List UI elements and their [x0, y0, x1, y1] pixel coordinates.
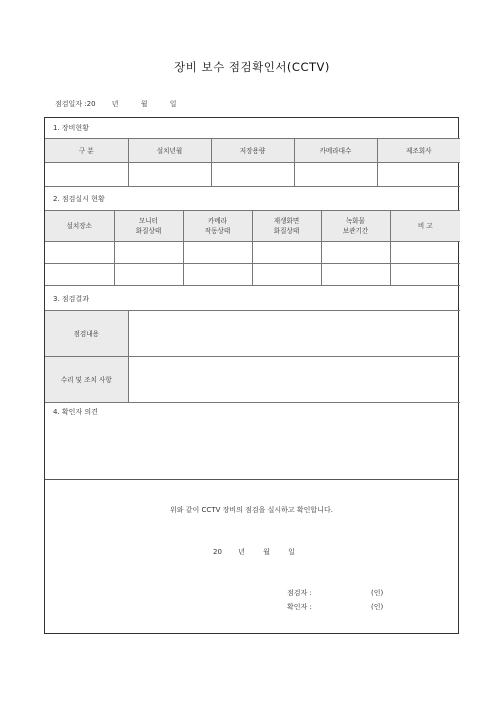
date-year-prefix[interactable]: 20 [86, 100, 96, 108]
equipment-table [45, 138, 460, 187]
inspector-seal[interactable]: (인) [371, 589, 384, 597]
row-inspection-details-label: 점검내용 [45, 311, 128, 357]
col-manufacturer: 제조회사 [377, 139, 460, 163]
divider [45, 479, 458, 480]
col-recording-retention: 녹화물 보관기간 [321, 211, 390, 242]
equipment-cell-install-date[interactable] [128, 163, 211, 187]
col-playback-quality: 재생화면 화질상태 [252, 211, 321, 242]
confirmer-seal[interactable]: (인) [371, 603, 384, 611]
inspection-cell[interactable] [390, 242, 460, 264]
inspection-cell[interactable] [45, 242, 114, 264]
inspection-cell[interactable] [45, 264, 114, 286]
section-opinion-heading: 4. 확인자 의견 [53, 408, 98, 416]
equipment-cell-manufacturer[interactable] [377, 163, 460, 187]
col-remarks: 비 고 [390, 211, 460, 242]
inspection-cell[interactable] [114, 242, 183, 264]
confirm-month-unit: 월 [263, 548, 270, 556]
page-title: 장비 보수 점검확인서(CCTV) [174, 60, 330, 74]
inspection-cell[interactable] [114, 264, 183, 286]
opinion-field[interactable] [45, 420, 458, 478]
col-monitor-quality: 모니터 화질상태 [114, 211, 183, 242]
confirm-day-unit: 일 [288, 548, 295, 556]
confirm-year-prefix[interactable]: 20 [213, 548, 222, 556]
date-month-unit: 월 [140, 100, 148, 108]
result-table [45, 310, 460, 403]
inspection-cell[interactable] [321, 264, 390, 286]
col-camera-operation: 카메라 작동상태 [183, 211, 252, 242]
col-location: 설치장소 [45, 211, 114, 242]
equipment-cell-storage[interactable] [211, 163, 294, 187]
inspection-table [45, 210, 460, 286]
confirmer-label: 확인자 : [287, 603, 312, 611]
row-repair-actions-label: 수리 및 조치 사항 [45, 357, 128, 403]
section-result-heading: 3. 점검결과 [53, 295, 89, 303]
col-install-date: 설치년월 [128, 139, 211, 163]
equipment-cell-category[interactable] [45, 163, 128, 187]
confirmation-statement: 위와 같이 CCTV 장비의 점검을 실시하고 확인합니다. [170, 506, 333, 514]
inspection-cell[interactable] [252, 242, 321, 264]
confirm-year-unit: 년 [238, 548, 245, 556]
confirmation-date [213, 547, 295, 557]
inspection-date-line [55, 99, 177, 109]
date-day-unit: 일 [169, 100, 177, 108]
inspection-cell[interactable] [321, 242, 390, 264]
date-label: 점검일자 : [55, 100, 87, 108]
inspection-cell[interactable] [183, 264, 252, 286]
inspection-form [44, 117, 459, 634]
repair-actions-field[interactable] [128, 357, 460, 403]
date-year-unit: 년 [111, 100, 119, 108]
section-inspection-heading: 2. 점검실시 현황 [53, 195, 105, 203]
section-equipment-heading: 1. 장비현황 [53, 124, 89, 132]
equipment-cell-cameras[interactable] [294, 163, 377, 187]
col-category: 구 분 [45, 139, 128, 163]
inspection-cell[interactable] [252, 264, 321, 286]
inspection-cell[interactable] [183, 242, 252, 264]
col-camera-count: 카메라대수 [294, 139, 377, 163]
col-storage-capacity: 저장용량 [211, 139, 294, 163]
inspector-label: 점검자 : [287, 589, 312, 597]
inspection-details-field[interactable] [128, 311, 460, 357]
inspection-cell[interactable] [390, 264, 460, 286]
